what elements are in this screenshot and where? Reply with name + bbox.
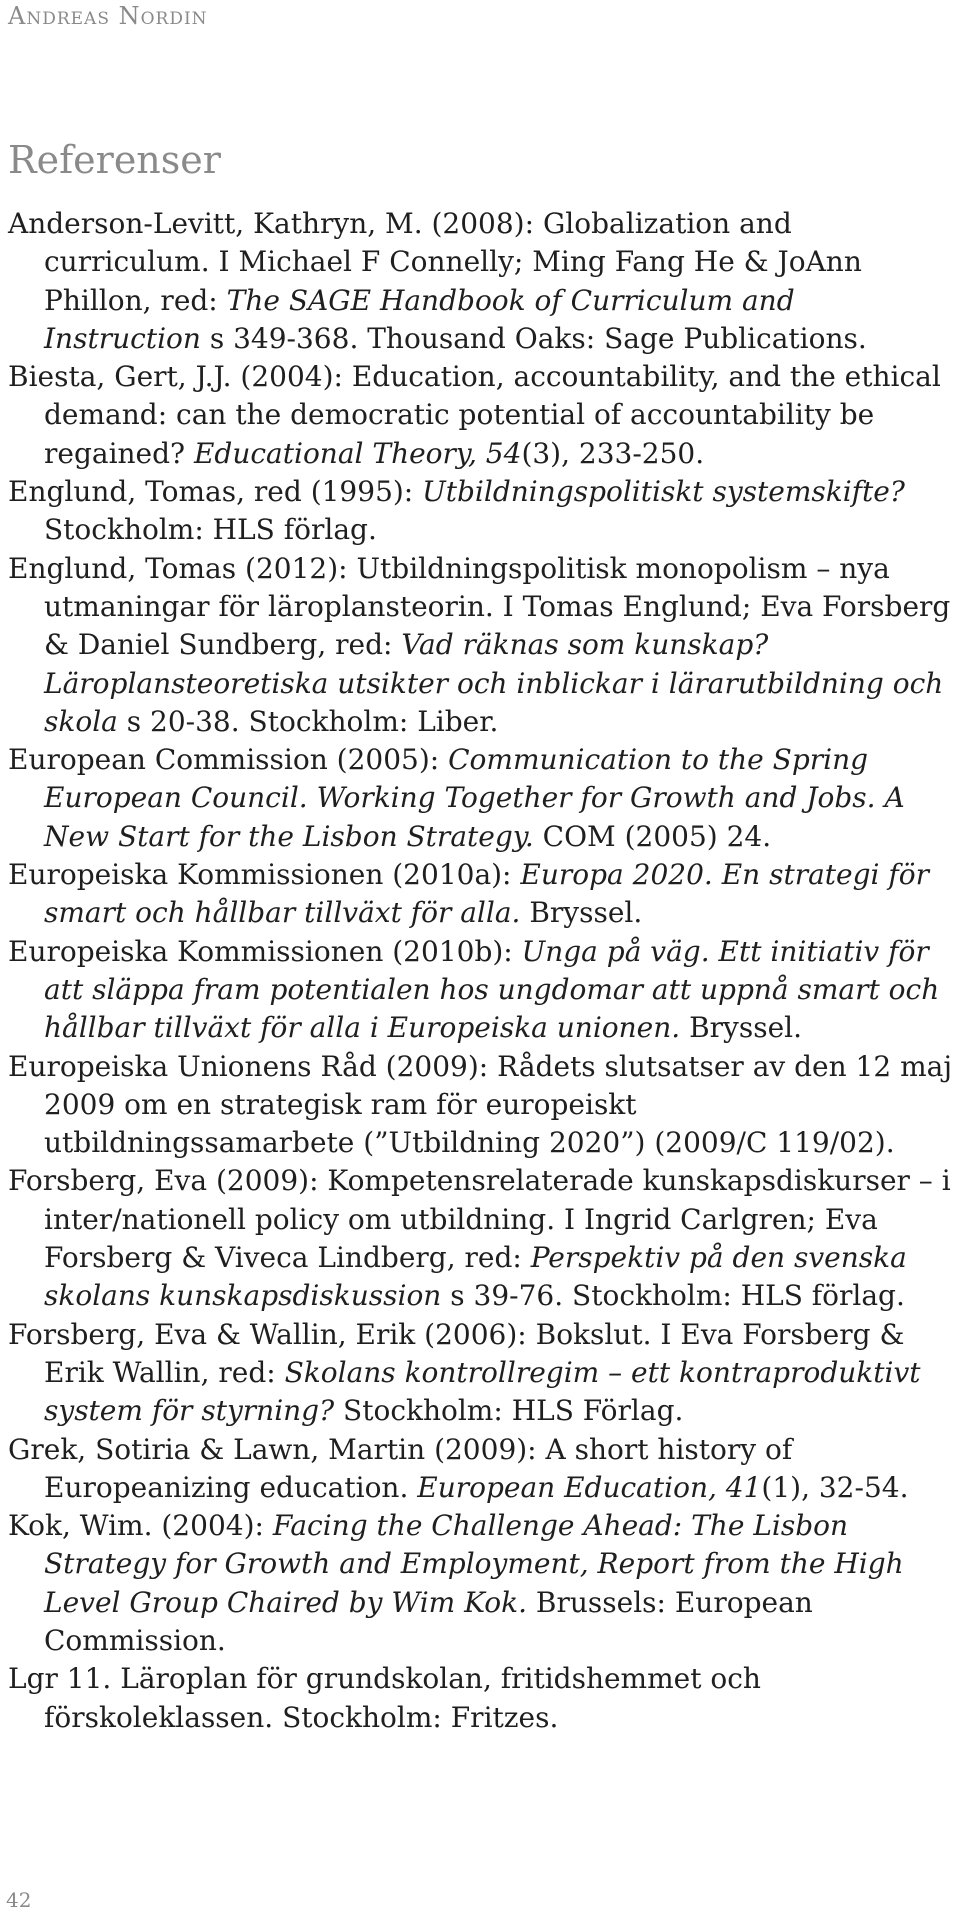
- reference-text: Englund, Tomas (2012): Utbildningspolitisk monopolism – nya utmaningar för läroplansteorin. I Tomas Englund; Eva Forsberg & Daniel Sundberg, red:: [8, 551, 951, 662]
- reference-title: The SAGE Handbook of Curriculum and Instruction: [44, 283, 795, 355]
- section-title: Referenser: [8, 138, 221, 182]
- reference-text: Kok, Wim. (2004):: [8, 1509, 273, 1543]
- reference-text: (1), 32-54.: [761, 1470, 909, 1504]
- reference-text: Europeiska Kommissionen (2010b):: [8, 934, 522, 968]
- reference-text: Europeiska Kommissionen (2010a):: [8, 858, 521, 892]
- reference-text: s 20-38. Stockholm: Liber.: [117, 704, 499, 738]
- reference-text: Forsberg, Eva & Wallin, Erik (2006): Bokslut. I Eva Forsberg & Erik Wallin, red:: [8, 1317, 905, 1389]
- reference-entry: [8, 1431, 954, 1508]
- reference-list: [8, 205, 954, 1737]
- reference-entry: [8, 856, 954, 933]
- reference-title: Perspektiv på den svenska skolans kunskapsdiskussion: [44, 1241, 907, 1313]
- reference-text: COM (2005) 24.: [533, 819, 772, 853]
- reference-entry: [8, 205, 954, 358]
- reference-title: Skolans kontrollregim – ett kontraproduktivt system för styrning?: [44, 1355, 921, 1428]
- running-head: Andreas Nordin: [8, 2, 208, 30]
- reference-entry: [8, 1162, 954, 1315]
- reference-text: Anderson-Levitt, Kathryn, M. (2008): Globalization and curriculum. I Michael F Connelly; Ming Fang He & JoAnn Phillon, red:: [8, 207, 862, 317]
- reference-text: Forsberg, Eva (2009): Kompetensrelaterade kunskapsdiskurser – i inter/nationell policy om utbildning. I Ingrid Carlgren; Eva Forsberg & Viveca Lindberg, red:: [8, 1164, 951, 1275]
- reference-entry: [8, 741, 954, 856]
- reference-title: Utbildningspolitiskt systemskifte?: [422, 475, 905, 509]
- reference-entry: [8, 550, 954, 741]
- reference-text: Bryssel.: [680, 1011, 803, 1045]
- reference-text: Stockholm: HLS Förlag.: [334, 1394, 684, 1428]
- reference-title: Communication to the Spring European Council. Working Together for Growth and Jobs. A New Start for the Lisbon Strategy.: [44, 743, 905, 853]
- reference-entry: [8, 1316, 954, 1431]
- reference-title: Vad räknas som kunskap? Läroplansteoretiska utsikter och inblickar i lärarutbildning och skola: [44, 628, 944, 738]
- reference-text: Brussels: European Commission.: [44, 1585, 813, 1657]
- reference-entry: [8, 1048, 954, 1163]
- reference-text: s 39-76. Stockholm: HLS förlag.: [441, 1279, 905, 1313]
- reference-title: Unga på väg. Ett initiativ för att släppa fram potentialen hos ungdomar att uppnå smart och hållbar tillväxt för alla i Europeiska unionen.: [44, 934, 940, 1045]
- reference-text: Stockholm: HLS förlag.: [44, 513, 377, 547]
- reference-text: Bryssel.: [520, 896, 643, 930]
- reference-entry: [8, 933, 954, 1048]
- page-number: 42: [6, 1888, 32, 1912]
- reference-text: s 349-368. Thousand Oaks: Sage Publications.: [200, 321, 867, 355]
- reference-title: Educational Theory, 54: [193, 436, 522, 470]
- reference-text: Biesta, Gert, J.J. (2004): Education, accountability, and the ethical demand: can the democratic potential of accountability be regained?: [8, 360, 941, 470]
- reference-text: European Commission (2005):: [8, 743, 449, 777]
- reference-text: Englund, Tomas, red (1995):: [8, 475, 423, 509]
- reference-title: European Education, 41: [417, 1470, 762, 1504]
- reference-text: Lgr 11. Läroplan för grundskolan, fritidshemmet och förskoleklassen. Stockholm: Fritzes.: [8, 1662, 761, 1734]
- reference-entry: [8, 473, 954, 550]
- reference-text: Grek, Sotiria & Lawn, Martin (2009): A short history of Europeanizing education.: [8, 1432, 793, 1504]
- reference-text: (3), 233-250.: [521, 436, 705, 470]
- reference-title: Facing the Challenge Ahead: The Lisbon Strategy for Growth and Employment, Report from the High Level Group Chaired by Wim Kok.: [44, 1509, 904, 1619]
- reference-entry: [8, 358, 954, 473]
- reference-title: Europa 2020. En strategi för smart och hållbar tillväxt för alla.: [44, 858, 929, 930]
- reference-entry: [8, 1660, 954, 1737]
- reference-text: Europeiska Unionens Råd (2009): Rådets slutsatser av den 12 maj 2009 om en strategisk ram för europeiskt utbildningssamarbete (”Utbildning 2020”) (2009/C 119/02).: [8, 1049, 953, 1160]
- reference-entry: [8, 1507, 954, 1660]
